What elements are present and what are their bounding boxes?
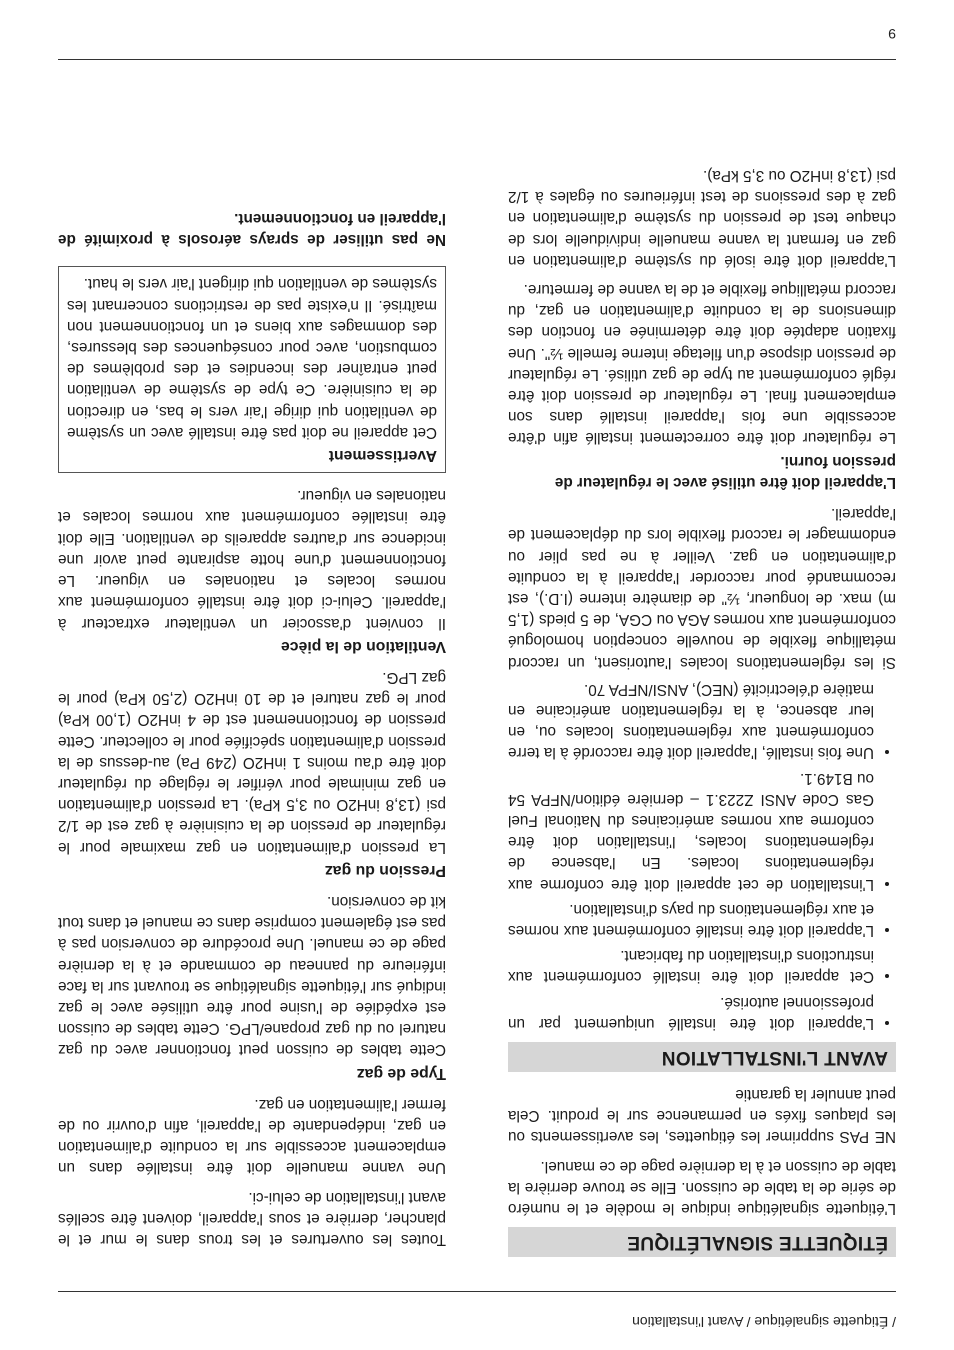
etiquette-warning-paragraph: NE PAS supprimer les étiquettes, les avertissements ou les plaques fixés en permanence sur le produit. Cela peut annuler la garantie <box>508 1085 896 1146</box>
pressure-test-paragraph: L'appareil doit être isolé du système d'alimentation en gaz en fermant la vanne manuelle individuelle lors de chaque test de pression du système d'alimentation en gaz à des pressions de test inférieures ou égales à 1/2 psi (13,8 inH2O ou 3,5 kPa). <box>508 167 896 269</box>
list-item: • Une fois installé, l'appareil doit être raccordé à la terre conformément aux réglementations locales ou, en leur absence, à la réglementation américaine en matière d'électricité (NEC), ANSI/NFPA 70. <box>508 679 874 764</box>
section-title-etiquette: ÉTIQUETTE SIGNALÉTIQUE <box>508 1227 896 1257</box>
manual-valve-paragraph: Une vanne manuelle doit être installée dans un emplacement accessible sur la conduite d'alimentation en gaz, indépendante de l'appareil, afin d'ouvrir ou de fermer l'alimentation en gaz. <box>58 1095 446 1177</box>
right-column <box>58 200 446 1250</box>
warning-box <box>58 266 446 473</box>
heading-avertissement: Avertissement <box>328 447 437 465</box>
aerosol-warning: Ne pas utiliser de sprays aérosols à proximité de l'appareil en fonctionnement. <box>58 210 446 249</box>
type-gaz-paragraph: Cette tables de cuisson peut fonctionner avec du gaz naturel ou du gaz propane/LPG. Cette tables de cuisson est expédiée de l'usine pour être utilisée avec le gaz indiqué sur l'étiquette signalétique se trouvant sur la face inférieure du panneau de commande et à la dernière page de ce manuel. Une procédure de conversion pas à pas est également comprise dans ce manuel et dans tout kit de conversion. <box>58 892 446 1059</box>
ventilation-paragraph: Il convient d'associer un ventilateur extracteur à l'appareil. Celui-ci doit être installé conformément aux normes locales et nationales en vigueur. Le fonctionnement d'une hotte aspirante peut avoir une incidence sur d'autres appareils de ventilation. Elle doit être installée conformément aux normes locales et nationales en vigueur. <box>58 487 446 632</box>
footer-rule <box>58 59 896 60</box>
list-item: • Cet appareil doit être installé conformément aux instructions d'installation du fabricant. <box>508 945 874 987</box>
header-rule <box>58 1291 896 1292</box>
page-number: 9 <box>888 26 896 42</box>
regulator-paragraph: Le régulateur doit être correctement installé afin d'être accessible une fois l'appareil installé dans son emplacement final. Le régulateur de pression doit être réglé conformément au type de gaz utilisé. Le régulateur de pression dispose d'un filetage interne femelle ½". Une fixation adaptée doit être déterminée en fonction des dimensions de la conduite d'alimentation en gaz, du raccord métallique flexible et de la vanne de fermeture. <box>508 281 896 447</box>
heading-ventilation: Ventilation de la pièce <box>280 637 446 655</box>
heading-pression-gaz: Pression du gaz <box>324 861 446 879</box>
installation-requirements-list <box>508 679 896 1034</box>
heading-type-gaz: Type de gaz <box>356 1064 446 1082</box>
section-title-avant-installation: AVANT L'INSTALLATION <box>508 1042 896 1072</box>
left-column <box>508 157 896 1257</box>
openings-paragraph: Toutes les ouvertures et les trous dans le mur et le plancher, derrière et sous l'appareil, doivent être scellés avant l'installation de celui-ci. <box>58 1188 446 1248</box>
avertissement-paragraph: Cet appareil ne doit pas être installé avec un système de ventilation qui dirige l'air vers le bas, en direction de la cuisinière. Ce type de système de ventilation peut entraîner des incendies et des problèmes de combustion, avec pour conséquences des blessures, des dommages aux biens et un fonctionnement non maîtrisé. Il n'existe pas de restrictions concernant les systèmes de ventilation qui dirigent l'air vers le haut. <box>67 275 437 441</box>
list-item: • L'appareil doit être installé uniquement par un professionnel autorisé. <box>508 991 874 1033</box>
list-item: • L'appareil doit être installé conformément aux normes et aux réglementations du pays d'installation. <box>508 899 874 941</box>
flexible-connector-paragraph: Si les réglementations locales l'autorisent, un raccord métallique flexible de nouvelle conception homologué conformément aux normes AGA ou CGA, de 5 pieds (1,5 m) max. de longueur, ½" de diamètre interne (I.D.), est recommandé pour raccorder l'appareil à la conduite d'alimentation en gaz. Veiller à ne pas plier ou endommager le raccord flexible lors du déplacement de l'appareil. <box>508 505 896 671</box>
regulator-subheading: L'appareil doit être utilisé avec le régulateur de pression fourni. <box>554 452 896 491</box>
list-item: • L'installation de cet appareil doit être conforme aux réglementations locales. En l'absence de réglementations locales, l'installation doit être conforme aux normes américaines du National Fuel Gas Code ANSI Z223.1 – dernière édition/NFPA 54 ou B149.1. <box>508 767 874 894</box>
breadcrumb: / Étiquette signalétique / Avant l'installation <box>632 1314 896 1330</box>
pression-gaz-paragraph: La pression d'alimentation en gaz maximale pour le régulateur de pression de la cuisinière à gaz est de 1/2 psi (13,8 inH2O ou 3,5 kPa). La pression d'alimentation en gaz minimale pour vérifier le réglage du régulateur doit être d'au moins 1 inH2O (249 Pa) au-dessus de la pression d'alimentation spécifiée pour le collecteur. Cette pression de fonctionnement est de 4 inH2O (1,00 kPa) pour le gaz naturel et de 10 inH2O (2,50 kPa) pour le gaz LPG. <box>58 668 446 856</box>
etiquette-paragraph: L'étiquette signalétique indique le modèle et le numéro de série de la table de cuisson. Elle se trouve derrière la table de cuisson et à la dernière page de ce manuel. <box>508 1157 896 1217</box>
